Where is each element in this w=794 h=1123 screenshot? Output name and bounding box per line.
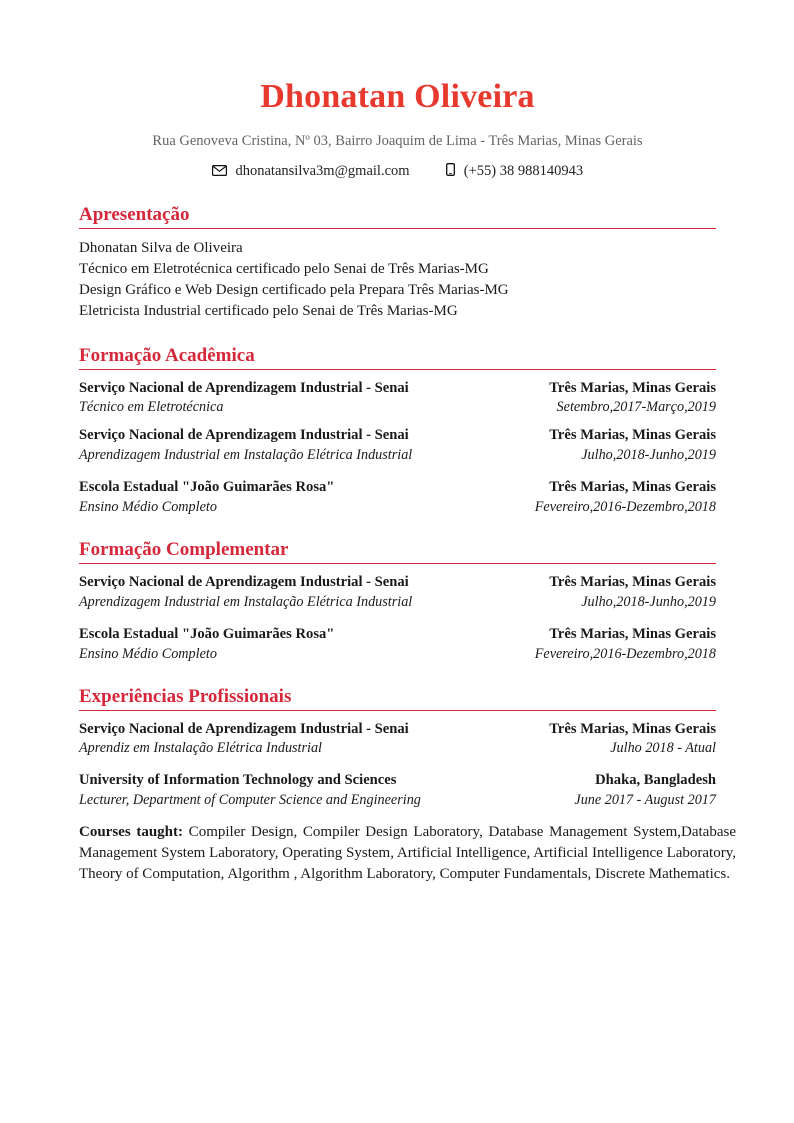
- section-formacao-complementar: [79, 539, 716, 664]
- apresentacao-line: Técnico em Eletrotécnica certificado pelo Senai de Três Marias-MG: [79, 260, 489, 277]
- entry-role: Lecturer, Department of Computer Science and Engineering: [79, 792, 421, 809]
- mobile-phone-icon: [446, 163, 455, 182]
- entry-location: Três Marias, Minas Gerais: [549, 573, 716, 590]
- apresentacao-line: Eletricista Industrial certificado pelo Senai de Três Marias-MG: [79, 303, 458, 320]
- entry-organization: University of Information Technology and Sciences: [79, 772, 397, 789]
- entry-item: [79, 771, 716, 810]
- cv-content: [79, 0, 736, 884]
- entry-organization: Serviço Nacional de Aprendizagem Industrial - Senai: [79, 720, 409, 737]
- section-divider: [79, 369, 716, 370]
- entry-location: Três Marias, Minas Gerais: [549, 379, 716, 396]
- phone-contact[interactable]: [446, 162, 583, 182]
- entry-role: Ensino Médio Completo: [79, 498, 217, 515]
- entry-item: [79, 720, 716, 759]
- entry-role: Técnico em Eletrotécnica: [79, 399, 224, 416]
- entry-organization: Serviço Nacional de Aprendizagem Industrial - Senai: [79, 427, 409, 444]
- section-title-experiencias: Experiências Profissionais: [79, 685, 292, 707]
- entry-item: [79, 478, 716, 517]
- entry-location: Três Marias, Minas Gerais: [549, 625, 716, 642]
- section-divider: [79, 228, 716, 229]
- entry-role: Aprendizagem Industrial em Instalação Elétrica Industrial: [79, 447, 413, 464]
- entry-organization: Serviço Nacional de Aprendizagem Industrial - Senai: [79, 379, 409, 396]
- entry-role: Ensino Médio Completo: [79, 645, 217, 662]
- entry-role: Aprendiz em Instalação Elétrica Industrial: [79, 740, 322, 757]
- courses-list: Compiler Design, Compiler Design Laboratory, Database Management System,Database Management System Laboratory, Operating System, Artificial Intelligence, Artificial Intelligence Laboratory, Theory of Computation, Algorithm , Algorithm Laboratory, Computer Fundamentals, Discrete Mathematics.: [79, 824, 736, 882]
- entry-item: [79, 426, 716, 465]
- entry-dates: Julho 2018 - Atual: [610, 740, 716, 757]
- envelope-icon: [212, 163, 227, 182]
- courses-label: Courses taught:: [79, 824, 184, 841]
- section-divider: [79, 563, 716, 564]
- section-title-formacao-complementar: Formação Complementar: [79, 539, 289, 561]
- entry-location: Três Marias, Minas Gerais: [549, 427, 716, 444]
- phone-text: (+55) 38 988140943: [463, 162, 584, 179]
- entry-location: Dhaka, Bangladesh: [595, 772, 716, 789]
- section-experiencias-profissionais: [79, 685, 736, 885]
- apresentacao-line: Design Gráfico e Web Design certificado pela Prepara Três Marias-MG: [79, 282, 509, 299]
- entry-location: Três Marias, Minas Gerais: [549, 720, 716, 737]
- courses-taught-paragraph: [79, 822, 736, 884]
- email-contact[interactable]: [212, 162, 410, 182]
- entry-dates: June 2017 - August 2017: [574, 792, 716, 809]
- entry-role: Aprendizagem Industrial em Instalação Elétrica Industrial: [79, 593, 413, 610]
- section-title-apresentacao: Apresentação: [79, 203, 190, 225]
- entry-item: [79, 573, 716, 612]
- contact-line: [79, 162, 716, 182]
- entry-organization: Escola Estadual "João Guimarães Rosa": [79, 625, 335, 642]
- section-formacao-academica: [79, 345, 716, 517]
- email-text: dhonatansilva3m@gmail.com: [235, 162, 410, 179]
- entry-dates: Setembro,2017-Março,2019: [556, 399, 716, 416]
- address-line: Rua Genoveva Cristina, Nº 03, Bairro Joaquim de Lima - Três Marias, Minas Gerais: [152, 133, 643, 149]
- section-apresentacao: [79, 204, 716, 323]
- apresentacao-line: Dhonatan Silva de Oliveira: [79, 239, 243, 256]
- entry-location: Três Marias, Minas Gerais: [549, 479, 716, 496]
- section-divider: [79, 710, 716, 711]
- cv-header: [79, 0, 716, 182]
- entry-item: [79, 379, 716, 418]
- entry-dates: Julho,2018-Junho,2019: [581, 593, 716, 610]
- apresentacao-lines: [79, 238, 716, 323]
- entry-organization: Serviço Nacional de Aprendizagem Industrial - Senai: [79, 573, 409, 590]
- entry-dates: Julho,2018-Junho,2019: [581, 447, 716, 464]
- entry-organization: Escola Estadual "João Guimarães Rosa": [79, 479, 335, 496]
- entry-dates: Fevereiro,2016-Dezembro,2018: [534, 498, 716, 515]
- section-title-formacao-academica: Formação Acadêmica: [79, 344, 255, 366]
- entry-item: [79, 625, 716, 664]
- page-title: Dhonatan Oliveira: [260, 78, 535, 115]
- entry-dates: Fevereiro,2016-Dezembro,2018: [534, 645, 716, 662]
